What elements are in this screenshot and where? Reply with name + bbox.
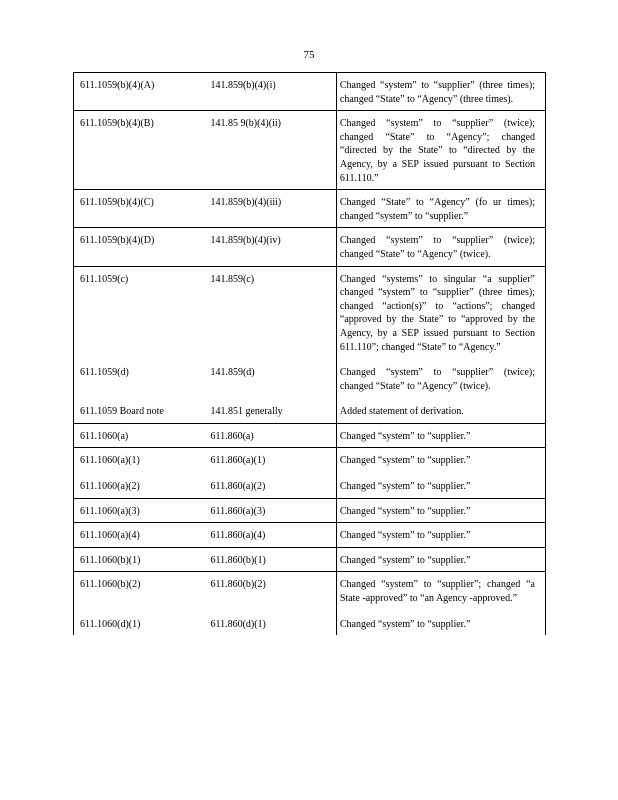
table-row <box>74 498 546 523</box>
table-entry <box>74 397 545 423</box>
table-entry <box>74 358 545 397</box>
table-row-cell <box>74 448 546 498</box>
table-entry <box>74 267 545 359</box>
source-cell: 611.860(b)(1) <box>210 554 266 566</box>
note-cell: Changed “system” to “supplier.” <box>339 455 471 467</box>
section-cell: 611.1060(a)(4) <box>80 530 140 542</box>
section-cell: 611.1060(b)(2) <box>80 579 141 591</box>
source-cell: 141.859(b)(4)(iv) <box>210 235 281 247</box>
note-cell: Changed “system” to “supplier.” <box>339 554 471 566</box>
source-cell: 141.859(b)(4)(iii) <box>210 197 282 209</box>
table-entry <box>74 190 545 227</box>
table-row-cell <box>74 190 546 228</box>
table-entry <box>74 523 545 547</box>
table-entry <box>74 548 545 572</box>
section-cell: 611.1060(a)(1) <box>80 455 140 467</box>
note-cell: Changed “system” to “supplier” (twice); changed “State” to “Agency” (twice). <box>339 367 535 392</box>
section-cell: 611.1060(a) <box>80 430 129 442</box>
section-cell: 611.1059(b)(4)(B) <box>80 118 154 130</box>
table-entry <box>74 499 545 523</box>
section-cell: 611.1060(a)(3) <box>80 505 140 517</box>
table-row-cell <box>74 523 546 548</box>
table-row <box>74 111 546 190</box>
source-cell: 611.860(a) <box>210 430 254 442</box>
section-cell: 611.1060(a)(2) <box>80 481 140 493</box>
section-cell: 611.1059 Board note <box>80 406 164 418</box>
source-cell: 611.860(a)(3) <box>210 505 266 517</box>
section-cell: 611.1060(b)(1) <box>80 554 141 566</box>
note-cell: Changed “systems” to singular “a supplier” changed “system” to “supplier” (three times); changed “action(s)” to “actions”; changed “approved by the State” to “approved by the Agency, by a SEP issued pursuant to Section 611.110”; changed “State” to “Agency.” <box>339 273 535 353</box>
note-cell: Changed “system” to “supplier.” <box>339 505 471 517</box>
source-cell: 141.851 generally <box>210 406 283 418</box>
table-row-cell <box>74 111 546 190</box>
table-row-cell <box>74 73 546 111</box>
table-row <box>74 190 546 228</box>
table-entry <box>74 572 545 609</box>
source-cell: 611.860(b)(2) <box>210 579 266 591</box>
table-row-cell <box>74 547 546 572</box>
table-entry <box>74 472 545 498</box>
section-cell: 611.1060(d)(1) <box>80 618 141 630</box>
table-row <box>74 266 546 423</box>
note-cell: Added statement of derivation. <box>339 406 464 418</box>
section-cell: 611.1059(b)(4)(D) <box>80 235 155 247</box>
table-entry <box>74 610 545 636</box>
note-cell: Changed “State” to “Agency” (fo ur times); changed “system” to “supplier.” <box>339 197 535 222</box>
source-cell: 141.859(d) <box>210 367 255 379</box>
table-row-cell <box>74 423 546 448</box>
note-cell: Changed “system” to “supplier”; changed “a State -approved” to “an Agency -approved.” <box>339 579 535 605</box>
table-row <box>74 547 546 572</box>
note-cell: Changed “system” to “supplier.” <box>339 530 471 542</box>
table-row <box>74 423 546 448</box>
note-cell: Changed “system” to “supplier.” <box>339 618 471 630</box>
table-row-cell <box>74 498 546 523</box>
note-cell: Changed “system” to “supplier” (twice); changed “State” to “Agency”; changed “directed by the State” to “directed by the Agency, by a SEP issued pursuant to Section 611.110.” <box>339 118 535 184</box>
table-row-cell <box>74 228 546 266</box>
note-cell: Changed “system” to “supplier” (three times); changed “State” to “Agency” (three times). <box>339 80 535 105</box>
table-entry <box>74 111 545 189</box>
source-cell: 611.860(d)(1) <box>210 618 266 630</box>
table-entry <box>74 424 545 448</box>
section-cell: 611.1059(d) <box>80 367 129 379</box>
table-entry <box>74 228 545 265</box>
table-entry <box>74 73 545 110</box>
source-cell: 141.859(c) <box>210 273 255 285</box>
source-cell: 141.859(b)(4)(i) <box>210 80 276 91</box>
note-cell: Changed “system” to “supplier.” <box>339 430 471 442</box>
section-cell: 611.1059(b)(4)(C) <box>80 197 154 209</box>
table-entry <box>74 448 545 472</box>
source-cell: 141.85 9(b)(4)(ii) <box>210 118 281 130</box>
table-row <box>74 572 546 635</box>
table-row <box>74 73 546 111</box>
table-row-cell <box>74 266 546 423</box>
section-cell: 611.1059(c) <box>80 273 129 285</box>
source-cell: 611.860(a)(2) <box>210 481 266 493</box>
table-row <box>74 228 546 266</box>
table-row <box>74 523 546 548</box>
table-body <box>74 73 546 636</box>
source-cell: 611.860(a)(1) <box>210 455 266 467</box>
note-cell: Changed “system” to “supplier.” <box>339 481 471 493</box>
derivation-table <box>73 72 546 635</box>
note-cell: Changed “system” to “supplier” (twice); changed “State” to “Agency” (twice). <box>339 235 535 260</box>
table-row <box>74 448 546 498</box>
source-cell: 611.860(a)(4) <box>210 530 266 542</box>
page-number: 75 <box>303 49 315 61</box>
section-cell: 611.1059(b)(4)(A) <box>80 80 155 91</box>
table-row-cell <box>74 572 546 635</box>
